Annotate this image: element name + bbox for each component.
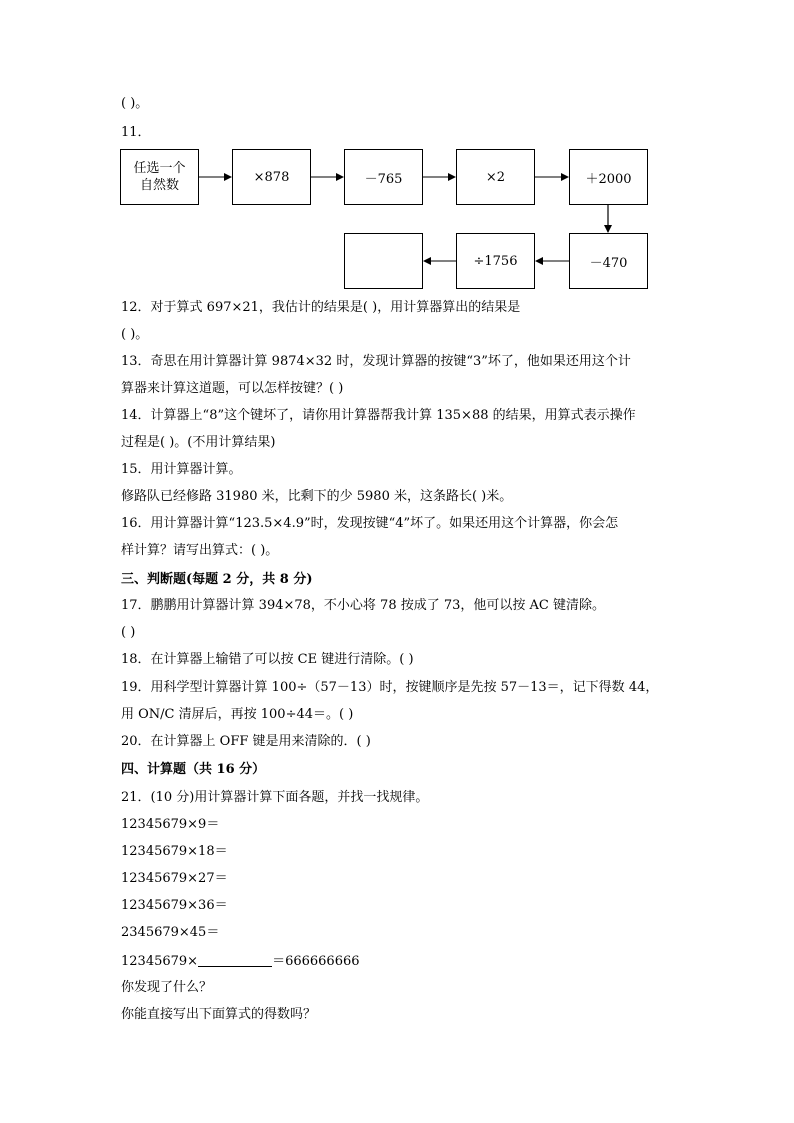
expression-6 xyxy=(121,953,360,970)
q12-line2: ( )。 xyxy=(121,327,149,342)
q15-line2: 修路队已经修路 31980 米，比剩下的少 5980 米，这条路长( )米。 xyxy=(121,489,513,504)
section-3-heading: 三、判断题(每题 2 分，共 8 分) xyxy=(121,572,313,587)
expression-5: 2345679×45＝ xyxy=(121,925,220,940)
prev-question-tail: ( )。 xyxy=(121,96,149,111)
question-direct-answer: 你能直接写出下面算式的得数吗？ xyxy=(121,1007,317,1022)
q16-line2: 样计算？请写出算式：( )。 xyxy=(121,543,279,558)
flow-step-multiply-878: ×878 xyxy=(232,149,311,205)
q16-line1: 16．用计算器计算“123.5×4.9”时，发现按键“4”坏了。如果还用这个计算器，你会怎 xyxy=(121,516,619,531)
expression-1: 12345679×9＝ xyxy=(121,817,220,832)
expression-6-suffix: ＝666666666 xyxy=(272,954,360,969)
q15-line1: 15．用计算器计算。 xyxy=(121,462,242,477)
flow-result-box xyxy=(344,233,423,289)
flow-start-line1: 任选一个 xyxy=(133,161,186,176)
q12-line1: 12．对于算式 697×21，我估计的结果是( )，用计算器算出的结果是 xyxy=(121,300,521,315)
question-find-pattern: 你发现了什么？ xyxy=(121,980,213,995)
flow-step-minus-470: －470 xyxy=(569,233,648,289)
flow-start-line2: 自然数 xyxy=(139,178,179,193)
expression-3: 12345679×27＝ xyxy=(121,871,228,886)
expression-6-prefix: 12345679× xyxy=(121,954,199,969)
expression-4: 12345679×36＝ xyxy=(121,898,228,913)
q11-label: 11． xyxy=(121,125,151,140)
flow-start-box xyxy=(120,149,199,205)
expression-2: 12345679×18＝ xyxy=(121,844,228,859)
q13-line2: 算器来计算这道题，可以怎样按键？( ) xyxy=(121,381,344,396)
answer-blank[interactable] xyxy=(198,953,272,967)
section-4-heading: 四、计算题（共 16 分） xyxy=(121,762,266,777)
q14-line2: 过程是( )。(不用计算结果) xyxy=(121,435,276,450)
flow-step-minus-765: －765 xyxy=(344,149,423,205)
flow-step-plus-2000: ＋2000 xyxy=(569,149,648,205)
q20: 20．在计算器上 OFF 键是用来清除的．( ) xyxy=(121,734,371,749)
q19-line1: 19．用科学型计算器计算 100÷（57－13）时，按键顺序是先按 57－13＝，记下得数 44， xyxy=(121,680,659,695)
q17-line1: 17．鹏鹏用计算器计算 394×78，不小心将 78 按成了 73，他可以按 AC 键清除。 xyxy=(121,598,606,613)
flow-step-divide-1756: ÷1756 xyxy=(456,233,535,289)
q13-line1: 13．奇思在用计算器计算 9874×32 时，发现计算器的按键“3”坏了，他如果还用这个计 xyxy=(121,354,631,369)
q14-line1: 14．计算器上“8”这个键坏了，请你用计算器帮我计算 135×88 的结果，用算式表示操作 xyxy=(121,408,636,423)
flow-step-multiply-2: ×2 xyxy=(456,149,535,205)
q21-intro: 21．(10 分)用计算器计算下面各题，并找一找规律。 xyxy=(121,790,429,805)
q17-line2: ( ) xyxy=(121,625,136,640)
q19-line2: 用 ON/C 清屏后，再按 100÷44＝。( ) xyxy=(121,707,354,722)
q18: 18．在计算器上输错了可以按 CE 键进行清除。( ) xyxy=(121,652,414,667)
